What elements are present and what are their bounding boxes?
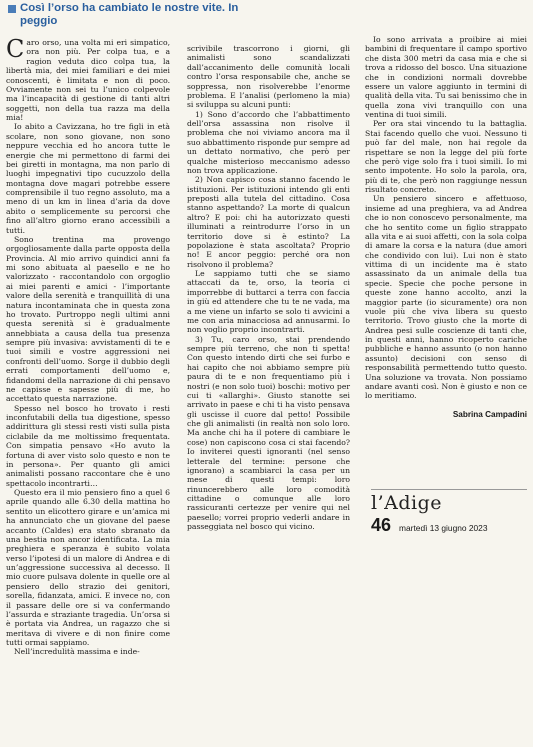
paragraph: Io abito a Cavizzana, ho tre figli in età scolare, non sono giovane, non sono neppure vecchia ed ho ancora tutte le energie che mi permettono di farmi dei bei giretti in montagna, ma non parlo di luoghi impegnativi tipo cucuzzolo della montagna dove magari potrebbe essere comprensibile il tuo regno assoluto, ma a meno di un km in linea d’aria da dove abito o semplicemente su percorsi che fino all’altro giorno erano accessibili a tutti. <box>6 122 170 235</box>
paragraph: Per ora stai vincendo tu la battaglia. Stai facendo quello che vuoi. Nessuno ti può far del male, non hai regole da rispettare se non la legge del più forte che però vige solo fra i tuoi simili. Io mi sento impotente. Ho solo la parola, ora, più di te, che però non raggiunge nessun risultato concreto. <box>365 119 527 194</box>
column-1 <box>6 35 170 657</box>
author-signature: Sabrina Campadini <box>452 409 527 419</box>
paragraph: Io sono arrivata a proibire ai miei bambini di frequentare il campo sportivo che dista 300 metri da casa mia e che si trova a ridosso del bosco. Una situazione che in condizioni normali dovrebbe essere un valore aggiunto in termini di qualità della vita. Tu sai benissimo che in quella zona vivi tranquillo con una ventina di tuoi simili. <box>365 35 527 119</box>
paragraph: Sono trentina ma provengo orgogliosamente dalla parte opposta della Provincia. Al mio arrivo quindici anni fa mi sono abituata al paesello e ne ho valorizzato - raccontandolo con orgoglio ai miei parenti e amici - l’importante valore della serenità e tranquillità di una natura incontaminata che in questa zona ho trovato. Purtroppo negli ultimi anni questa serenità si è gradualmente annebbiata a causa della tua presenza sempre più invasiva: avvistamenti di te e tuoi simili e vostre aggressioni nei confronti dell’uomo. Sorge il dubbio degli errati comportamenti dell’uomo e, fidandomi della narrazione di chi pensavo ne capisse e sapesse più di me, ho accettato questa narrazione. <box>6 234 170 404</box>
paragraph: Caro orso, una volta mi eri simpatico, ora non più. Per colpa tua, e a ragion veduta dico colpa tua, la libertà mia, dei miei familiari e dei miei conoscenti, è limitata e non di poco. Ovviamente non sei tu l’unico colpevole ma l’incapacità di gestione di tanti altri soggetti, non della tua razza ma della mia! <box>6 35 170 122</box>
paragraph: 1) Sono d’accordo che l’abbattimento dell’orsa assassina non risolve il problema che noi viviamo ancora ma il suo abbattimento risponde pur sempre ad un dettato normativo, che però per qualche misterioso meccanismo adesso non trova applicazione. <box>187 109 350 175</box>
paragraph: 3) Tu, caro orso, stai prendendo sempre più terreno, che non ti spetta! Con questo intendo dirti che sei furbo e hai capito che noi abbiamo sempre più paura di te e non frequentiamo più i nostri (e non solo tuoi) boschi: motivo per cui ti «allarghi». Giusto stanotte sei arrivato in paese e chi ti ha visto pensava gli uscisse il cuore dal petto! Possibile che gli animalisti (in realtà non solo loro. Ma anche chi ha il potere di cambiare le cose) non capiscono cosa ci stai facendo? Io inviterei questi ignoranti (nel senso letterale del termine: persone che ignorano) a scambiarci la casa per un mese di questi tempi: loro rinuncerebbero alle loro comodità cittadine o comunque alle loro rassicuranti certezze per venire qui nel paesello; vorrei proprio vederli andare in passeggiata nel bosco qui vicino. <box>187 334 350 532</box>
paragraph: Nell’incredulità massima e inde- <box>14 647 140 657</box>
paragraph: 2) Non capisco cosa stanno facendo le istituzioni. Per istituzioni intendo gli enti preposti alla tutela del cittadino. Cosa stanno aspettando? La morte di qualcun altro? E poi: chi ha autorizzato questi illuminati a reintrodurre l’orso in un territorio dove si è estinto? La popolazione è stata ascoltata? Proprio no! E ancor peggio: perché ora non risolvono il problema? <box>187 175 350 269</box>
issue-date: martedì 13 giugno 2023 <box>399 523 488 533</box>
column-2 <box>187 44 350 532</box>
page-info <box>371 515 527 536</box>
column-3 <box>365 35 527 419</box>
paragraph: Spesso nel bosco ho trovato i resti inconfutabili della tua digestione, spesso addirittura gli stessi resti visti sulla pista ciclabile da me moltissimo frequentata. Con simpatia pensavo «Ho avuto la fortuna di aver visto solo questo e non te in persona». Per quanto gli amici animalisti possano raccontare che è uno spettacolo incontrarti… <box>6 403 170 488</box>
drop-cap: C <box>6 35 25 63</box>
article-title: Così l’orso ha cambiato le nostre vite. In peggio <box>20 2 239 28</box>
paragraph: Le sappiamo tutti che se siamo attaccati da te, orso, la teoria ci imporrebbe di buttarci a terra con faccia in giù ed attendere che tu te ne vada, ma a me viene un infarto se solo ti avvicini a me con aria minacciosa ad annusarmi. Io non voglio proprio incontrarti. <box>187 269 350 335</box>
page-number: 46 <box>371 515 392 535</box>
paragraph: scrivibile trascorrono i giorni, gli animalisti sono scandalizzati dall’accanimento delle comunità locali contro l’orsa responsabile che, anche se soppressa, non risolverebbe l’enorme problema. E l’analisi (perlomeno la mia) si sviluppa su alcuni punti: <box>187 44 350 110</box>
paragraph: Un pensiero sincero e affettuoso, insieme ad una preghiera, va ad Andrea che io non conoscevo personalmente, ma che ho sentito come un figlio strappato alla vita e ai suoi affetti, con la sola colpa di amare la corsa e la natura (due amori che condivido con lui). Lui non è stato vittima di un incidente ma è stato assassinato da un animale della tua specie. Specie che poche persone in queste zone hanno accolto, anzi la maggior parte (io sicuramente) ora non vuole più che viva libera su questo territorio. Trovo giusto che la morte di Andrea pesi sulle coscienze di tanti che, in questi anni, hanno ricoperto cariche pubbliche e hanno assunto (o non hanno assunto) decisioni con senso di responsabilità permettendo tutto questo. Una soluzione va trovata. Non possiamo andare avanti così. Non è giusto e non ce lo meritiamo. <box>365 194 527 401</box>
newspaper-logo: l’Adige <box>371 492 442 514</box>
section-square-icon <box>8 5 16 13</box>
article-header <box>8 2 268 28</box>
paragraph: Questo era il mio pensiero fino a quel 6 aprile quando alle 6.30 della mattina ho sentito un elicottero girare e un’amica mi ha annunciato che un giovane del paese accanto (Caldes) era stato sbranato da una bestia non ancor identificata. La mia preghiera e speranza è subito volata verso l’ipotesi di un malore di Andrea e di un’aggressione successiva al decesso. Il mio cuore pulsava dolente in quelle ore al pensiero dello strazio dei genitori, sorella, fidanzata, amici. E invece no, con il passare delle ore si va confermando l’assurda e straziante tragedia. Un’orsa si è portata via Andrea, un ragazzo che si meritava di vivere e di non finire come tutti ormai sappiamo. <box>6 488 170 647</box>
newspaper-masthead <box>371 489 527 536</box>
